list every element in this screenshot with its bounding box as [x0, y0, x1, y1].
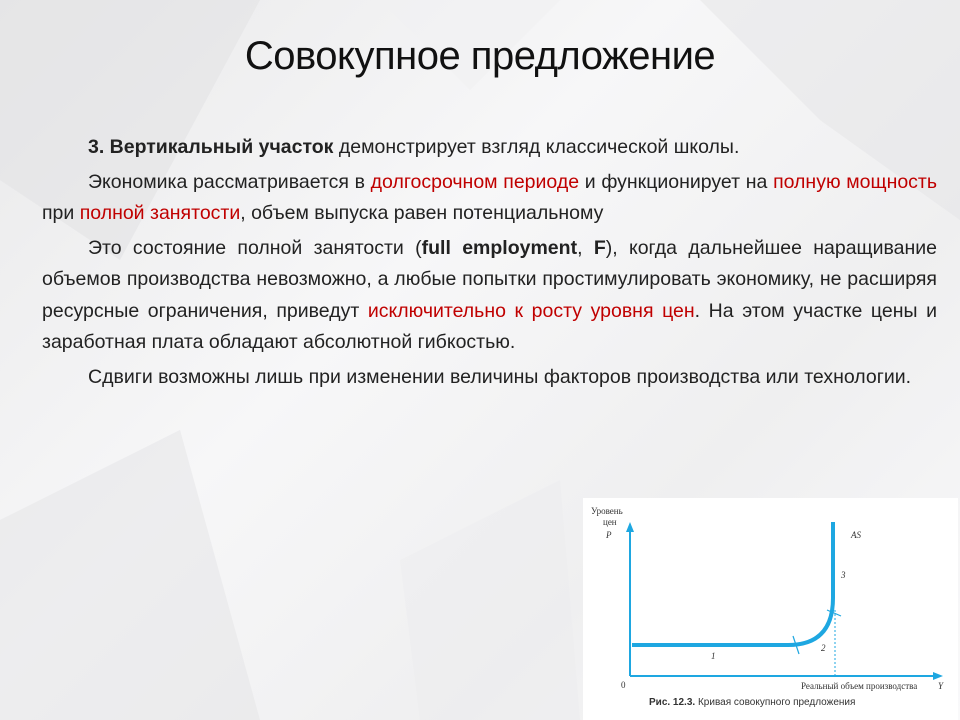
body-text — [42, 132, 937, 396]
slide-title: Совокупное предложение — [244, 34, 716, 78]
x-axis-label: Реальный объем производства — [801, 681, 918, 691]
y-axis-symbol: P — [606, 530, 612, 540]
highlight-long-run: долгосрочном периоде — [370, 170, 580, 193]
text-span: при — [42, 202, 80, 224]
paragraph-shifts: Сдвиги возможны лишь при изменении величины факторов производства или технологии. — [88, 365, 912, 388]
paragraph-long-run — [42, 167, 937, 230]
bold-term: F — [593, 236, 606, 259]
text-span: и функционирует на — [579, 170, 774, 193]
text-span: Экономика рассматривается в — [88, 170, 371, 193]
y-axis-label-line1: Уровень — [591, 506, 623, 516]
paragraph-full-employment — [42, 233, 937, 359]
caption-number: Рис. 12.3. — [649, 697, 696, 708]
highlight-full-employment: полной занятости — [79, 202, 241, 224]
segment-label-3: 3 — [841, 570, 846, 580]
text-span: . На этом участке цены и заработная плата обладают абсолютной гибкостью. — [42, 299, 937, 353]
text-span: ), когда дальнейшее наращивание объемов производства невозможно, а любые попытки простимулировать экономику, не расширяя ресурсные ограничения, приведут — [42, 236, 937, 322]
curve-label: AS — [851, 530, 861, 540]
aggregate-supply-figure — [583, 498, 958, 720]
figure-svg — [583, 498, 958, 720]
text-span: , объем выпуска равен потенциальному — [240, 202, 604, 224]
y-axis-label-line2: цен — [603, 517, 617, 527]
x-axis-arrow — [933, 672, 943, 680]
figure-caption — [649, 697, 855, 708]
caption-text: Кривая совокупного предложения — [695, 697, 856, 708]
segment-label-1: 1 — [711, 651, 716, 661]
highlight-full-capacity: полную мощность — [773, 170, 938, 193]
text-span: Это состояние полной занятости ( — [88, 236, 422, 259]
as-curve — [632, 522, 833, 645]
highlight-price-growth: исключительно к росту уровня цен — [367, 299, 695, 322]
origin-label: 0 — [621, 680, 626, 690]
paragraph-vertical-segment — [42, 132, 937, 164]
text-span: , — [577, 236, 594, 259]
y-axis-arrow — [626, 522, 634, 532]
bold-term: full employment — [421, 236, 578, 259]
heading-bold: 3. Вертикальный участок — [88, 136, 334, 158]
segment-label-2: 2 — [821, 643, 826, 653]
x-axis-symbol: Y — [938, 681, 944, 691]
text-span: демонстрирует взгляд классической школы. — [333, 136, 740, 158]
